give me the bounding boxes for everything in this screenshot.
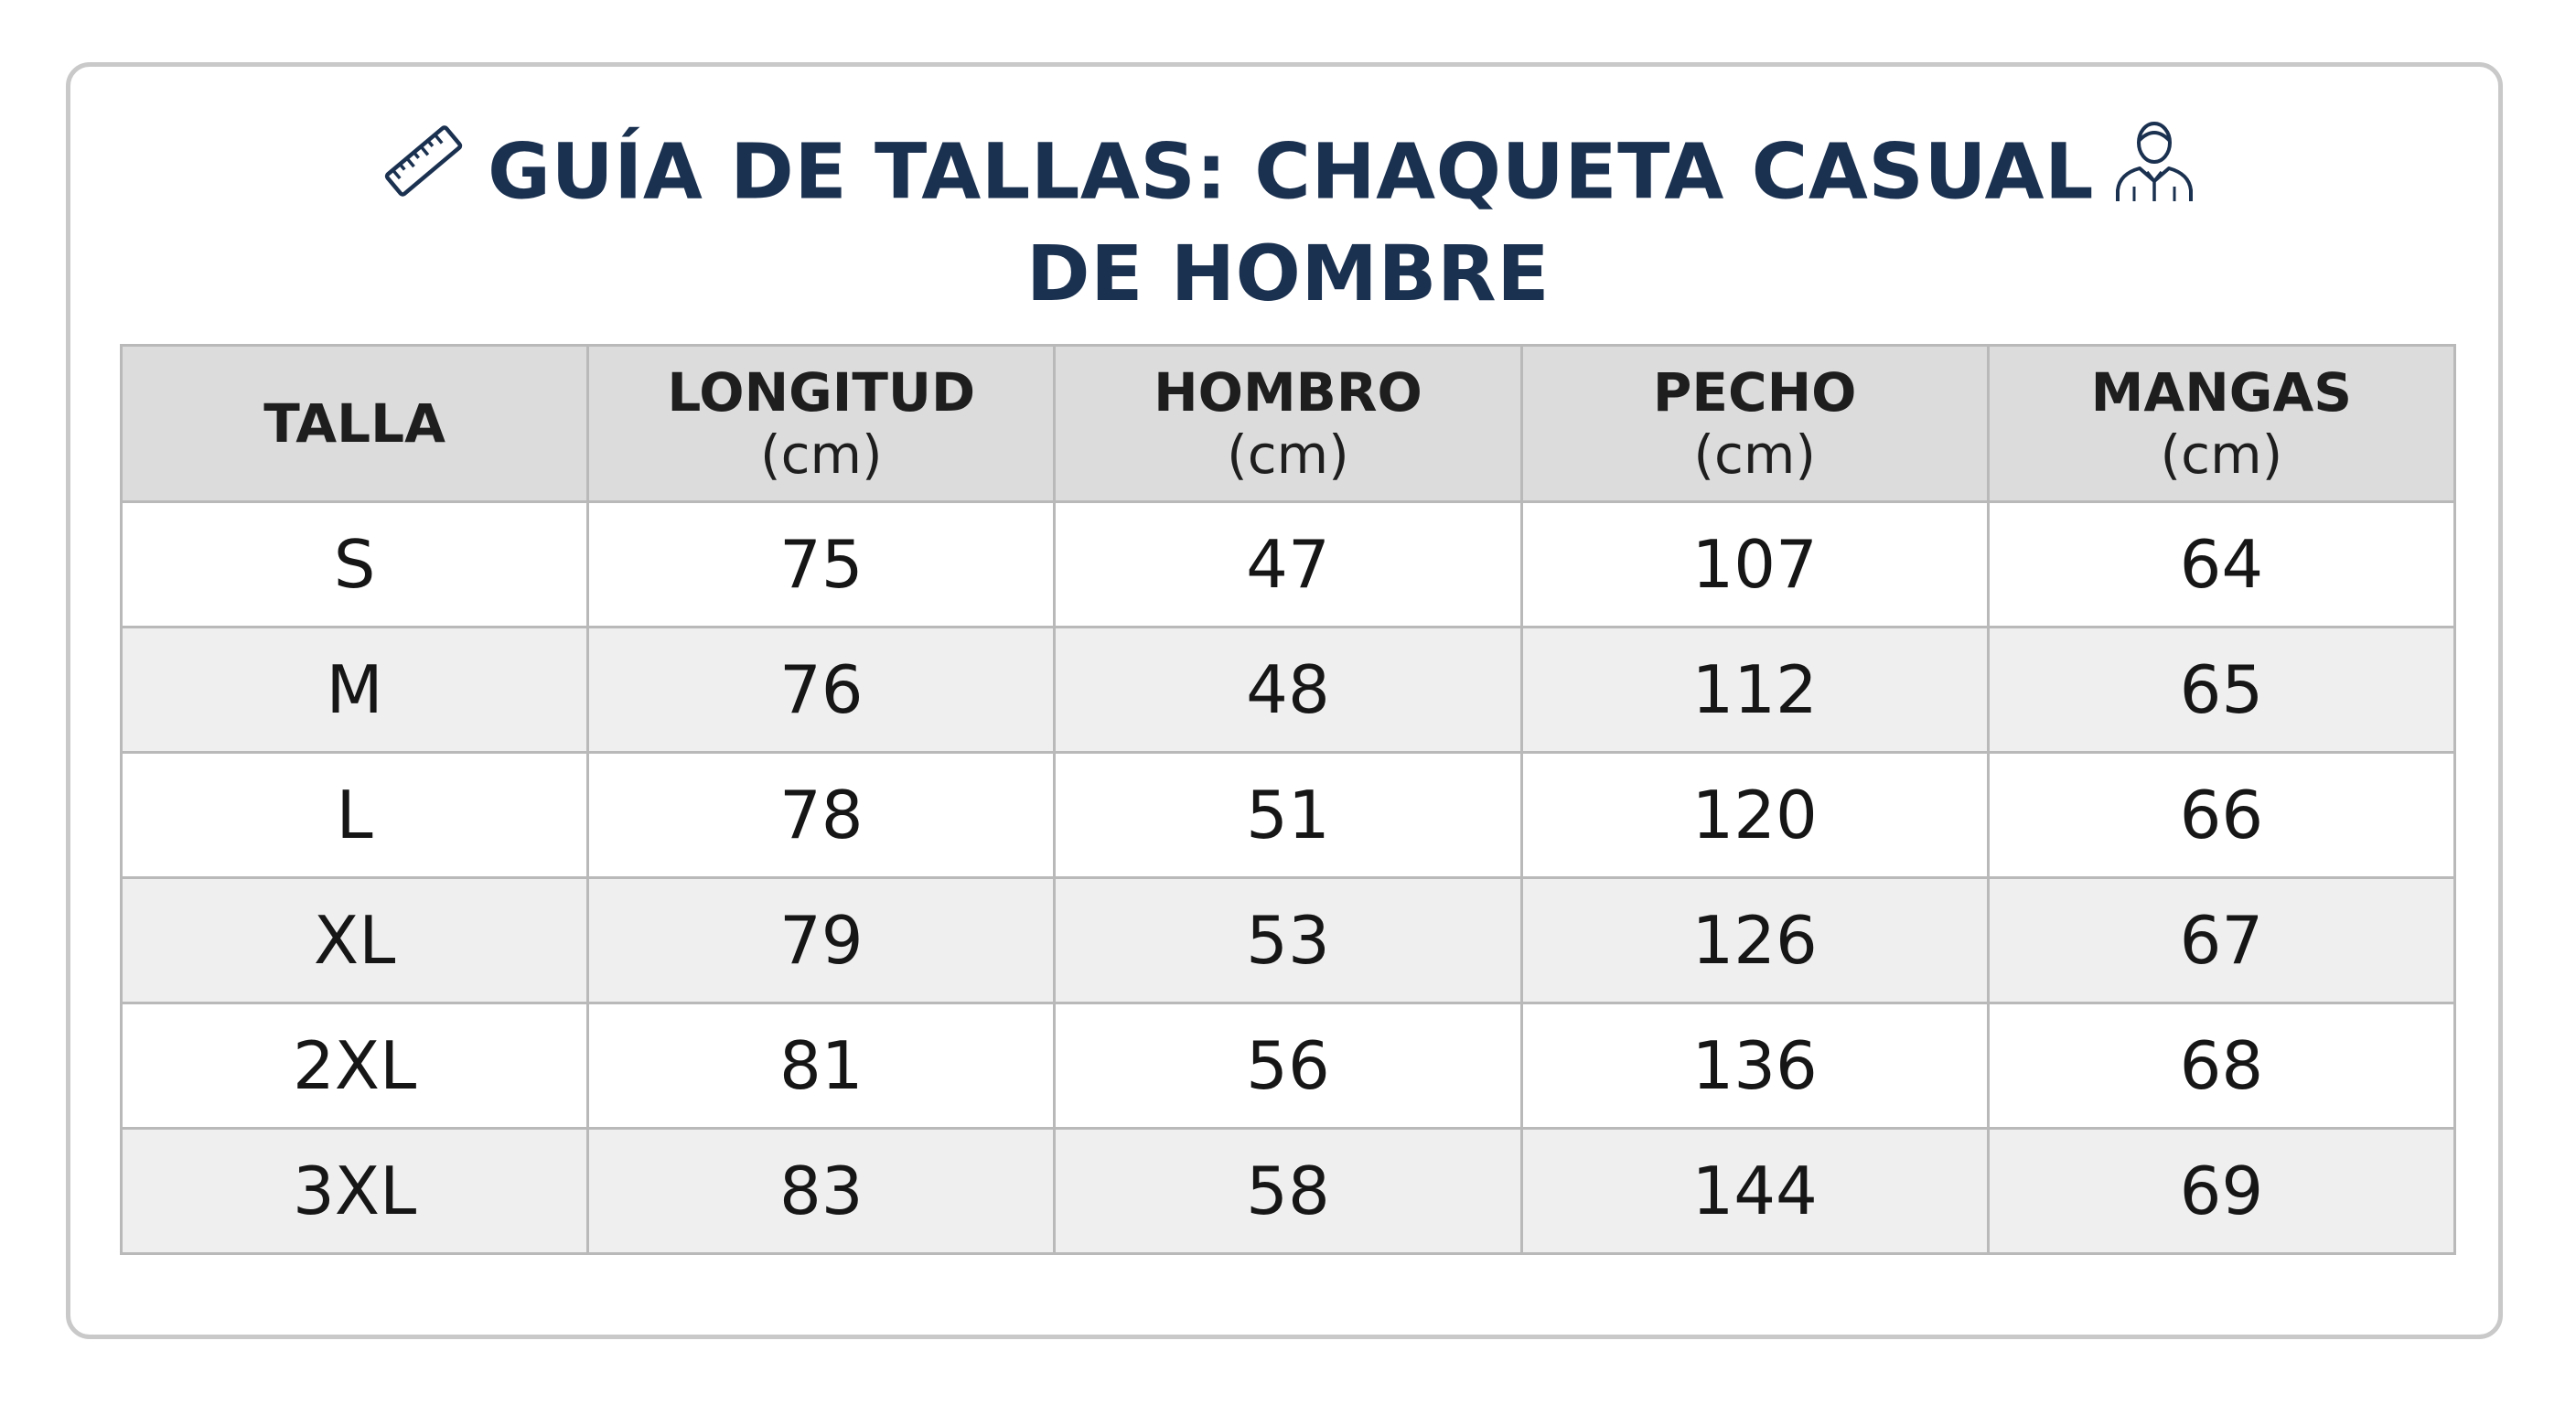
page-title [0,124,2576,317]
title-line-1 [0,124,2576,230]
table-row [122,1003,2455,1129]
cell-mangas: 67 [1988,878,2454,1003]
header-label: MANGAS [2090,361,2353,424]
cell-longitud: 75 [588,502,1055,627]
cell-pecho: 107 [1521,502,1988,627]
cell-hombro: 53 [1055,878,1521,1003]
header-label: TALLA [263,392,445,455]
header-unit: (cm) [1227,424,1349,486]
cell-talla: 2XL [122,1003,588,1129]
title-text-line-1: GUÍA DE TALLAS: CHAQUETA CASUAL [488,126,2094,217]
table-row [122,1129,2455,1254]
table-row [122,627,2455,753]
header-label: HOMBRO [1154,361,1422,424]
table-header-row [122,346,2455,502]
cell-pecho: 120 [1521,753,1988,878]
cell-mangas: 64 [1988,502,2454,627]
cell-talla: S [122,502,588,627]
cell-pecho: 112 [1521,627,1988,753]
cell-mangas: 66 [1988,753,2454,878]
cell-hombro: 48 [1055,627,1521,753]
cell-talla: XL [122,878,588,1003]
table-row [122,753,2455,878]
cell-longitud: 81 [588,1003,1055,1129]
header-unit: (cm) [759,424,883,486]
ruler-icon [380,117,467,222]
cell-talla: L [122,753,588,878]
header-hombro [1055,346,1521,502]
header-mangas [1988,346,2454,502]
table-row [122,878,2455,1003]
cell-pecho: 144 [1521,1129,1988,1254]
header-label: PECHO [1652,361,1857,424]
cell-talla: 3XL [122,1129,588,1254]
cell-hombro: 56 [1055,1003,1521,1129]
size-table [120,344,2456,1255]
cell-pecho: 136 [1521,1003,1988,1129]
header-label: LONGITUD [667,361,976,424]
cell-hombro: 58 [1055,1129,1521,1254]
cell-mangas: 65 [1988,627,2454,753]
header-pecho [1521,346,1988,502]
person-icon [2112,117,2196,222]
header-longitud [588,346,1055,502]
table-row [122,502,2455,627]
cell-mangas: 69 [1988,1129,2454,1254]
title-line-2: DE HOMBRE [1025,229,1551,318]
cell-longitud: 76 [588,627,1055,753]
cell-longitud: 79 [588,878,1055,1003]
cell-hombro: 51 [1055,753,1521,878]
header-unit: (cm) [1693,424,1816,486]
cell-mangas: 68 [1988,1003,2454,1129]
cell-talla: M [122,627,588,753]
cell-pecho: 126 [1521,878,1988,1003]
header-unit: (cm) [2160,424,2283,486]
cell-longitud: 83 [588,1129,1055,1254]
cell-longitud: 78 [588,753,1055,878]
header-talla [122,346,588,502]
cell-hombro: 47 [1055,502,1521,627]
